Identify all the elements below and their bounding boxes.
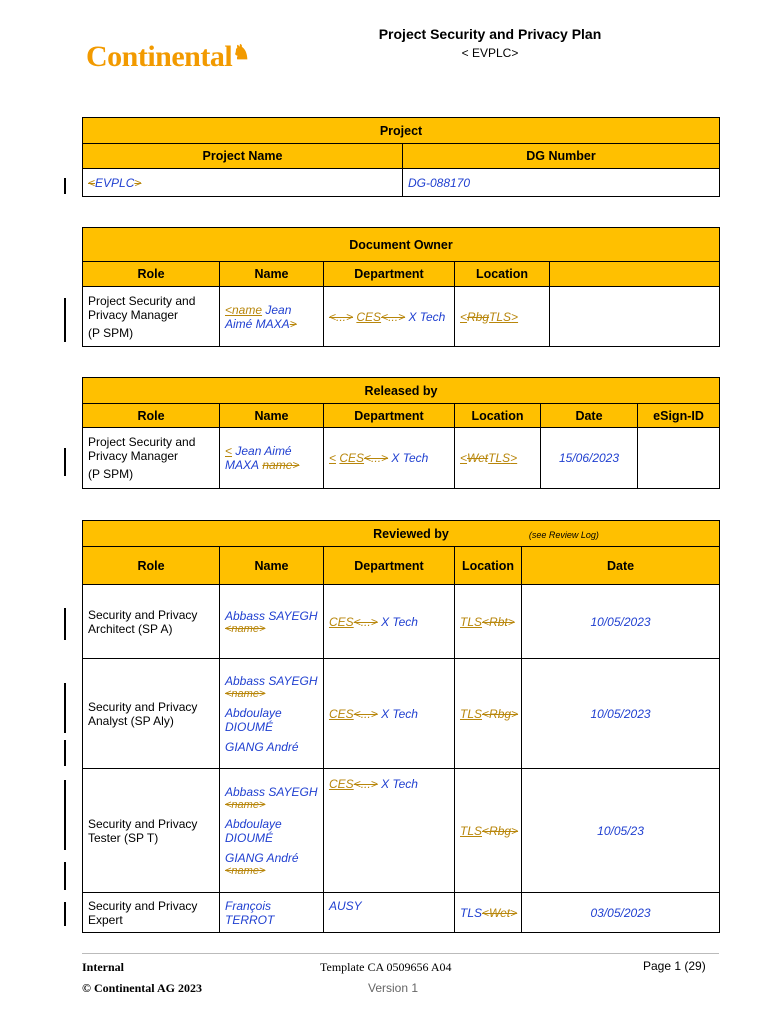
released-esign-cell — [638, 428, 720, 489]
reviewed-table-title: Reviewed by — [373, 526, 449, 541]
footer-divider — [82, 953, 719, 954]
owner-role-cell: Project Security and Privacy Manager (P SPM) — [83, 287, 220, 347]
footer-version: Version 1 — [368, 981, 419, 995]
owner-header-name: Name — [220, 262, 324, 287]
released-name-cell: < Jean Aimé MAXA name> — [220, 428, 324, 489]
project-table-title: Project — [83, 118, 720, 144]
released-table-title: Released by — [83, 378, 720, 404]
reviewed-role-cell: Security and Privacy Architect (SP A) — [83, 585, 220, 659]
reviewed-table-title-cell — [83, 521, 720, 547]
reviewed-date-cell: 10/05/2023 — [522, 659, 720, 769]
reviewed-by-table — [82, 520, 720, 933]
released-date-cell: 15/06/2023 — [541, 428, 638, 489]
table-row — [83, 585, 720, 659]
owner-header-empty — [550, 262, 720, 287]
project-name-cell: <EVPLC> — [83, 169, 403, 197]
reviewed-header-name: Name — [220, 547, 324, 585]
reviewed-role-cell: Security and Privacy Expert — [83, 893, 220, 933]
released-header-date: Date — [541, 404, 638, 428]
reviewed-header-department: Department — [324, 547, 455, 585]
change-bar — [64, 298, 66, 342]
dg-number-header: DG Number — [403, 144, 720, 169]
reviewed-name-cell: Abbass SAYEGH <name> Abdoulaye DIOUMÉ GIANG André <name> — [220, 769, 324, 893]
reviewed-role-cell: Security and Privacy Tester (SP T) — [83, 769, 220, 893]
released-by-table — [82, 377, 720, 489]
change-bar — [64, 862, 66, 890]
project-name-header: Project Name — [83, 144, 403, 169]
table-row — [83, 893, 720, 933]
change-bar — [64, 178, 66, 194]
change-bar — [64, 780, 66, 850]
owner-table-title: Document Owner — [83, 228, 720, 262]
reviewed-location-cell: TLS<Rbg> — [455, 769, 522, 893]
footer-copyright: © Continental AG 2023 — [82, 981, 202, 995]
change-bar — [64, 740, 66, 766]
released-header-department: Department — [324, 404, 455, 428]
document-owner-table — [82, 227, 720, 347]
released-header-location: Location — [455, 404, 541, 428]
reviewed-name-cell: Abbass SAYEGH <name> — [220, 585, 324, 659]
review-log-note: (see Review Log) — [528, 529, 599, 540]
reviewed-date-cell: 10/05/2023 — [522, 585, 720, 659]
change-bar — [64, 608, 66, 640]
reviewed-department-cell: CES<...> X Tech — [324, 769, 455, 893]
owner-location-cell: <RbgTLS> — [455, 287, 550, 347]
reviewed-date-cell: 10/05/23 — [522, 769, 720, 893]
footer-template: Template CA 0509656 A04 — [320, 960, 452, 974]
released-location-cell: <WetTLS> — [455, 428, 541, 489]
reviewed-date-cell: 03/05/2023 — [522, 893, 720, 933]
released-header-name: Name — [220, 404, 324, 428]
reviewed-name-cell: François TERROT — [220, 893, 324, 933]
released-header-esign: eSign-ID — [638, 404, 720, 428]
reviewed-department-cell: AUSY — [324, 893, 455, 933]
reviewed-location-cell: TLS<Rbt> — [455, 585, 522, 659]
change-bar — [64, 902, 66, 926]
continental-logo: Continental♞ — [86, 40, 250, 73]
table-row — [83, 659, 720, 769]
owner-empty-cell — [550, 287, 720, 347]
owner-header-role: Role — [83, 262, 220, 287]
reviewed-header-location: Location — [455, 547, 522, 585]
project-table — [82, 117, 720, 197]
dg-number-cell: DG-088170 — [403, 169, 720, 197]
reviewed-department-cell: CES<...> X Tech — [324, 585, 455, 659]
reviewed-department-cell: CES<...> X Tech — [324, 659, 455, 769]
reviewed-location-cell: TLS<Wet> — [455, 893, 522, 933]
owner-department-cell: <...> CES<...> X Tech — [324, 287, 455, 347]
horse-icon: ♞ — [232, 42, 250, 64]
released-department-cell: < CES<...> X Tech — [324, 428, 455, 489]
owner-header-location: Location — [455, 262, 550, 287]
reviewed-header-date: Date — [522, 547, 720, 585]
document-title: Project Security and Privacy Plan — [378, 26, 602, 42]
released-role-cell: Project Security and Privacy Manager (P SPM) — [83, 428, 220, 489]
table-row — [83, 769, 720, 893]
owner-name-cell: <name Jean Aimé MAXA> — [220, 287, 324, 347]
change-bar — [64, 448, 66, 476]
reviewed-location-cell: TLS<Rbg> — [455, 659, 522, 769]
footer-page-number: Page 1 (29) — [643, 959, 706, 973]
reviewed-name-cell: Abbass SAYEGH <name> Abdoulaye DIOUMÉ GIANG André — [220, 659, 324, 769]
change-bar — [64, 683, 66, 733]
footer-classification: Internal — [82, 960, 124, 974]
document-subtitle: < EVPLC> — [461, 46, 519, 60]
reviewed-header-role: Role — [83, 547, 220, 585]
released-header-role: Role — [83, 404, 220, 428]
reviewed-role-cell: Security and Privacy Analyst (SP Aly) — [83, 659, 220, 769]
owner-header-department: Department — [324, 262, 455, 287]
